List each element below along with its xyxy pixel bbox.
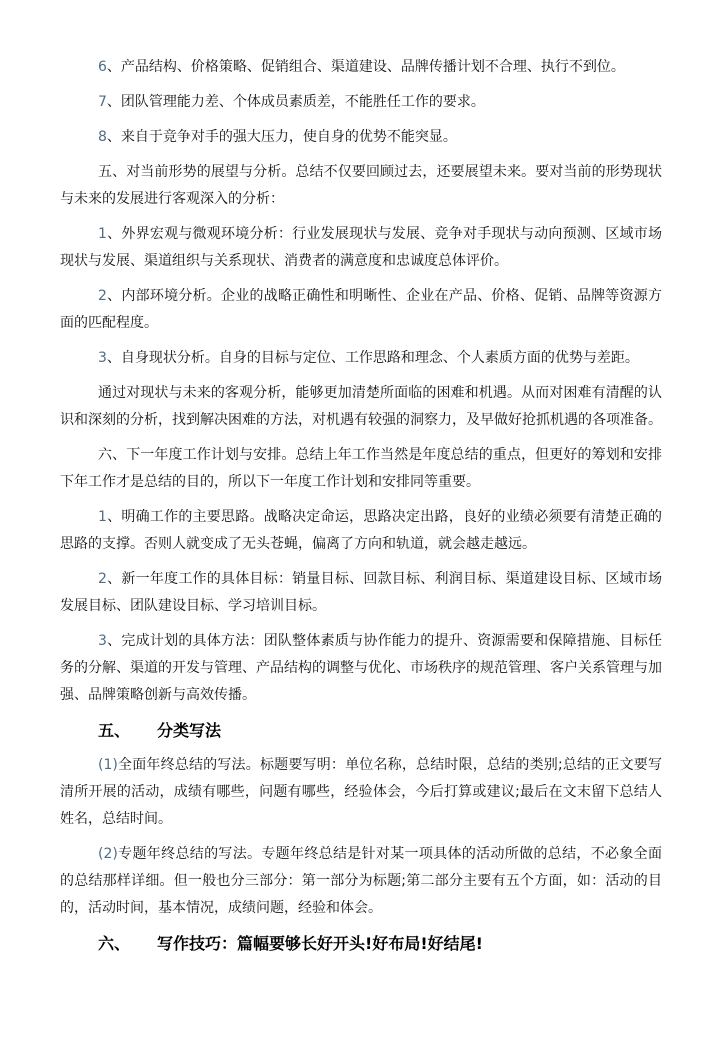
heading-text: 分类写法: [157, 721, 222, 740]
paragraph: [60, 221, 662, 275]
paragraph-text: 、明确工作的主要思路。战略决定命运，思路决定出路，良好的业绩必须要有清楚正确的思路的支撑。否则人就变成了无头苍蝇，偏离了方向和轨道，就会越走越远。: [60, 509, 662, 552]
paragraph: [60, 159, 662, 213]
paragraph: [60, 345, 662, 372]
paragraph-text: 全面年终总结的写法。标题要写明：单位名称，总结时限，总结的类别;总结的正文要写清所开展的活动，成绩有哪些，问题有哪些，经验体会，今后打算或建议;最后在文末留下总结人姓名，总结时间。: [60, 757, 662, 827]
paragraph-text: 、内部环境分析。企业的战略正确性和明晰性、企业在产品、价格、促销、品牌等资源方面的匹配程度。: [60, 288, 662, 331]
section-heading: [60, 930, 662, 957]
paragraph-text: 、新一年度工作的具体目标：销量目标、回款目标、利润目标、渠道建设目标、区域市场发展目标、团队建设目标、学习培训目标。: [60, 571, 662, 614]
paragraph-text: 、完成计划的具体方法：团队整体素质与协作能力的提升、资源需要和保障措施、目标任务的分解、渠道的开发与管理、产品结构的调整与优化、市场秩序的规范管理、客户关系管理与加强、品牌策略创新与高效传播。: [60, 633, 662, 703]
paragraph: [60, 89, 662, 116]
paragraph-number: 8: [98, 129, 107, 145]
paragraph: [60, 54, 662, 81]
paragraph: [60, 841, 662, 922]
paragraph-text: 六、下一年度工作计划与安排。总结上年工作当然是年度总结的重点，但更好的筹划和安排下年工作才是总结的目的，所以下一年度工作计划和安排同等重要。: [60, 447, 662, 490]
paragraph: [60, 380, 662, 434]
paragraph-number: 7: [98, 94, 107, 110]
paragraph-number: 6: [98, 59, 107, 75]
paragraph-number: (2): [98, 846, 118, 862]
paragraph-number: (1): [98, 757, 118, 773]
paragraph: [60, 124, 662, 151]
paragraph-number: 2: [98, 571, 107, 587]
paragraph-text: 、自身现状分析。自身的目标与定位、工作思路和理念、个人素质方面的优势与差距。: [106, 350, 639, 366]
paragraph-number: 3: [98, 350, 107, 366]
paragraph: [60, 283, 662, 337]
section-heading: [60, 717, 662, 744]
paragraph-text: 、来自于竞争对手的强大压力，使自身的优势不能突显。: [106, 129, 457, 145]
paragraph-text: 通过对现状与未来的客观分析，能够更加清楚所面临的困难和机遇。从而对困难有清醒的认识和深刻的分析，找到解决困难的方法，对机遇有较强的洞察力，及早做好抢抓机遇的各项准备。: [60, 385, 662, 428]
heading-number: 五、: [98, 721, 131, 740]
paragraph: [60, 752, 662, 833]
paragraph-number: 2: [98, 288, 107, 304]
paragraph: [60, 504, 662, 558]
paragraph-text: 、团队管理能力差、个体成员素质差，不能胜任工作的要求。: [106, 94, 485, 110]
paragraph-number: 3: [98, 633, 107, 649]
paragraph-text: 五、对当前形势的展望与分析。总结不仅要回顾过去，还要展望未来。要对当前的形势现状与未来的发展进行客观深入的分析：: [60, 164, 662, 207]
paragraph: [60, 566, 662, 620]
paragraph-text: 专题年终总结的写法。专题年终总结是针对某一项具体的活动所做的总结，不必象全面的总结那样详细。但一般也分三部分：第一部分为标题;第二部分主要有五个方面，如：活动的目的，活动时间，基本情况，成绩问题，经验和体会。: [60, 846, 662, 916]
heading-text: 写作技巧：篇幅要够长好开头!好布局!好结尾!: [157, 934, 483, 953]
paragraph-number: 1: [98, 509, 107, 525]
heading-number: 六、: [98, 934, 131, 953]
paragraph-number: 1: [98, 226, 107, 242]
paragraph: [60, 442, 662, 496]
paragraph: [60, 628, 662, 709]
paragraph-text: 、产品结构、价格策略、促销组合、渠道建设、品牌传播计划不合理、执行不到位。: [106, 59, 625, 75]
paragraph-text: 、外界宏观与微观环境分析：行业发展现状与发展、竞争对手现状与动向预测、区域市场现状与发展、渠道组织与关系现状、消费者的满意度和忠诚度总体评价。: [60, 226, 662, 269]
